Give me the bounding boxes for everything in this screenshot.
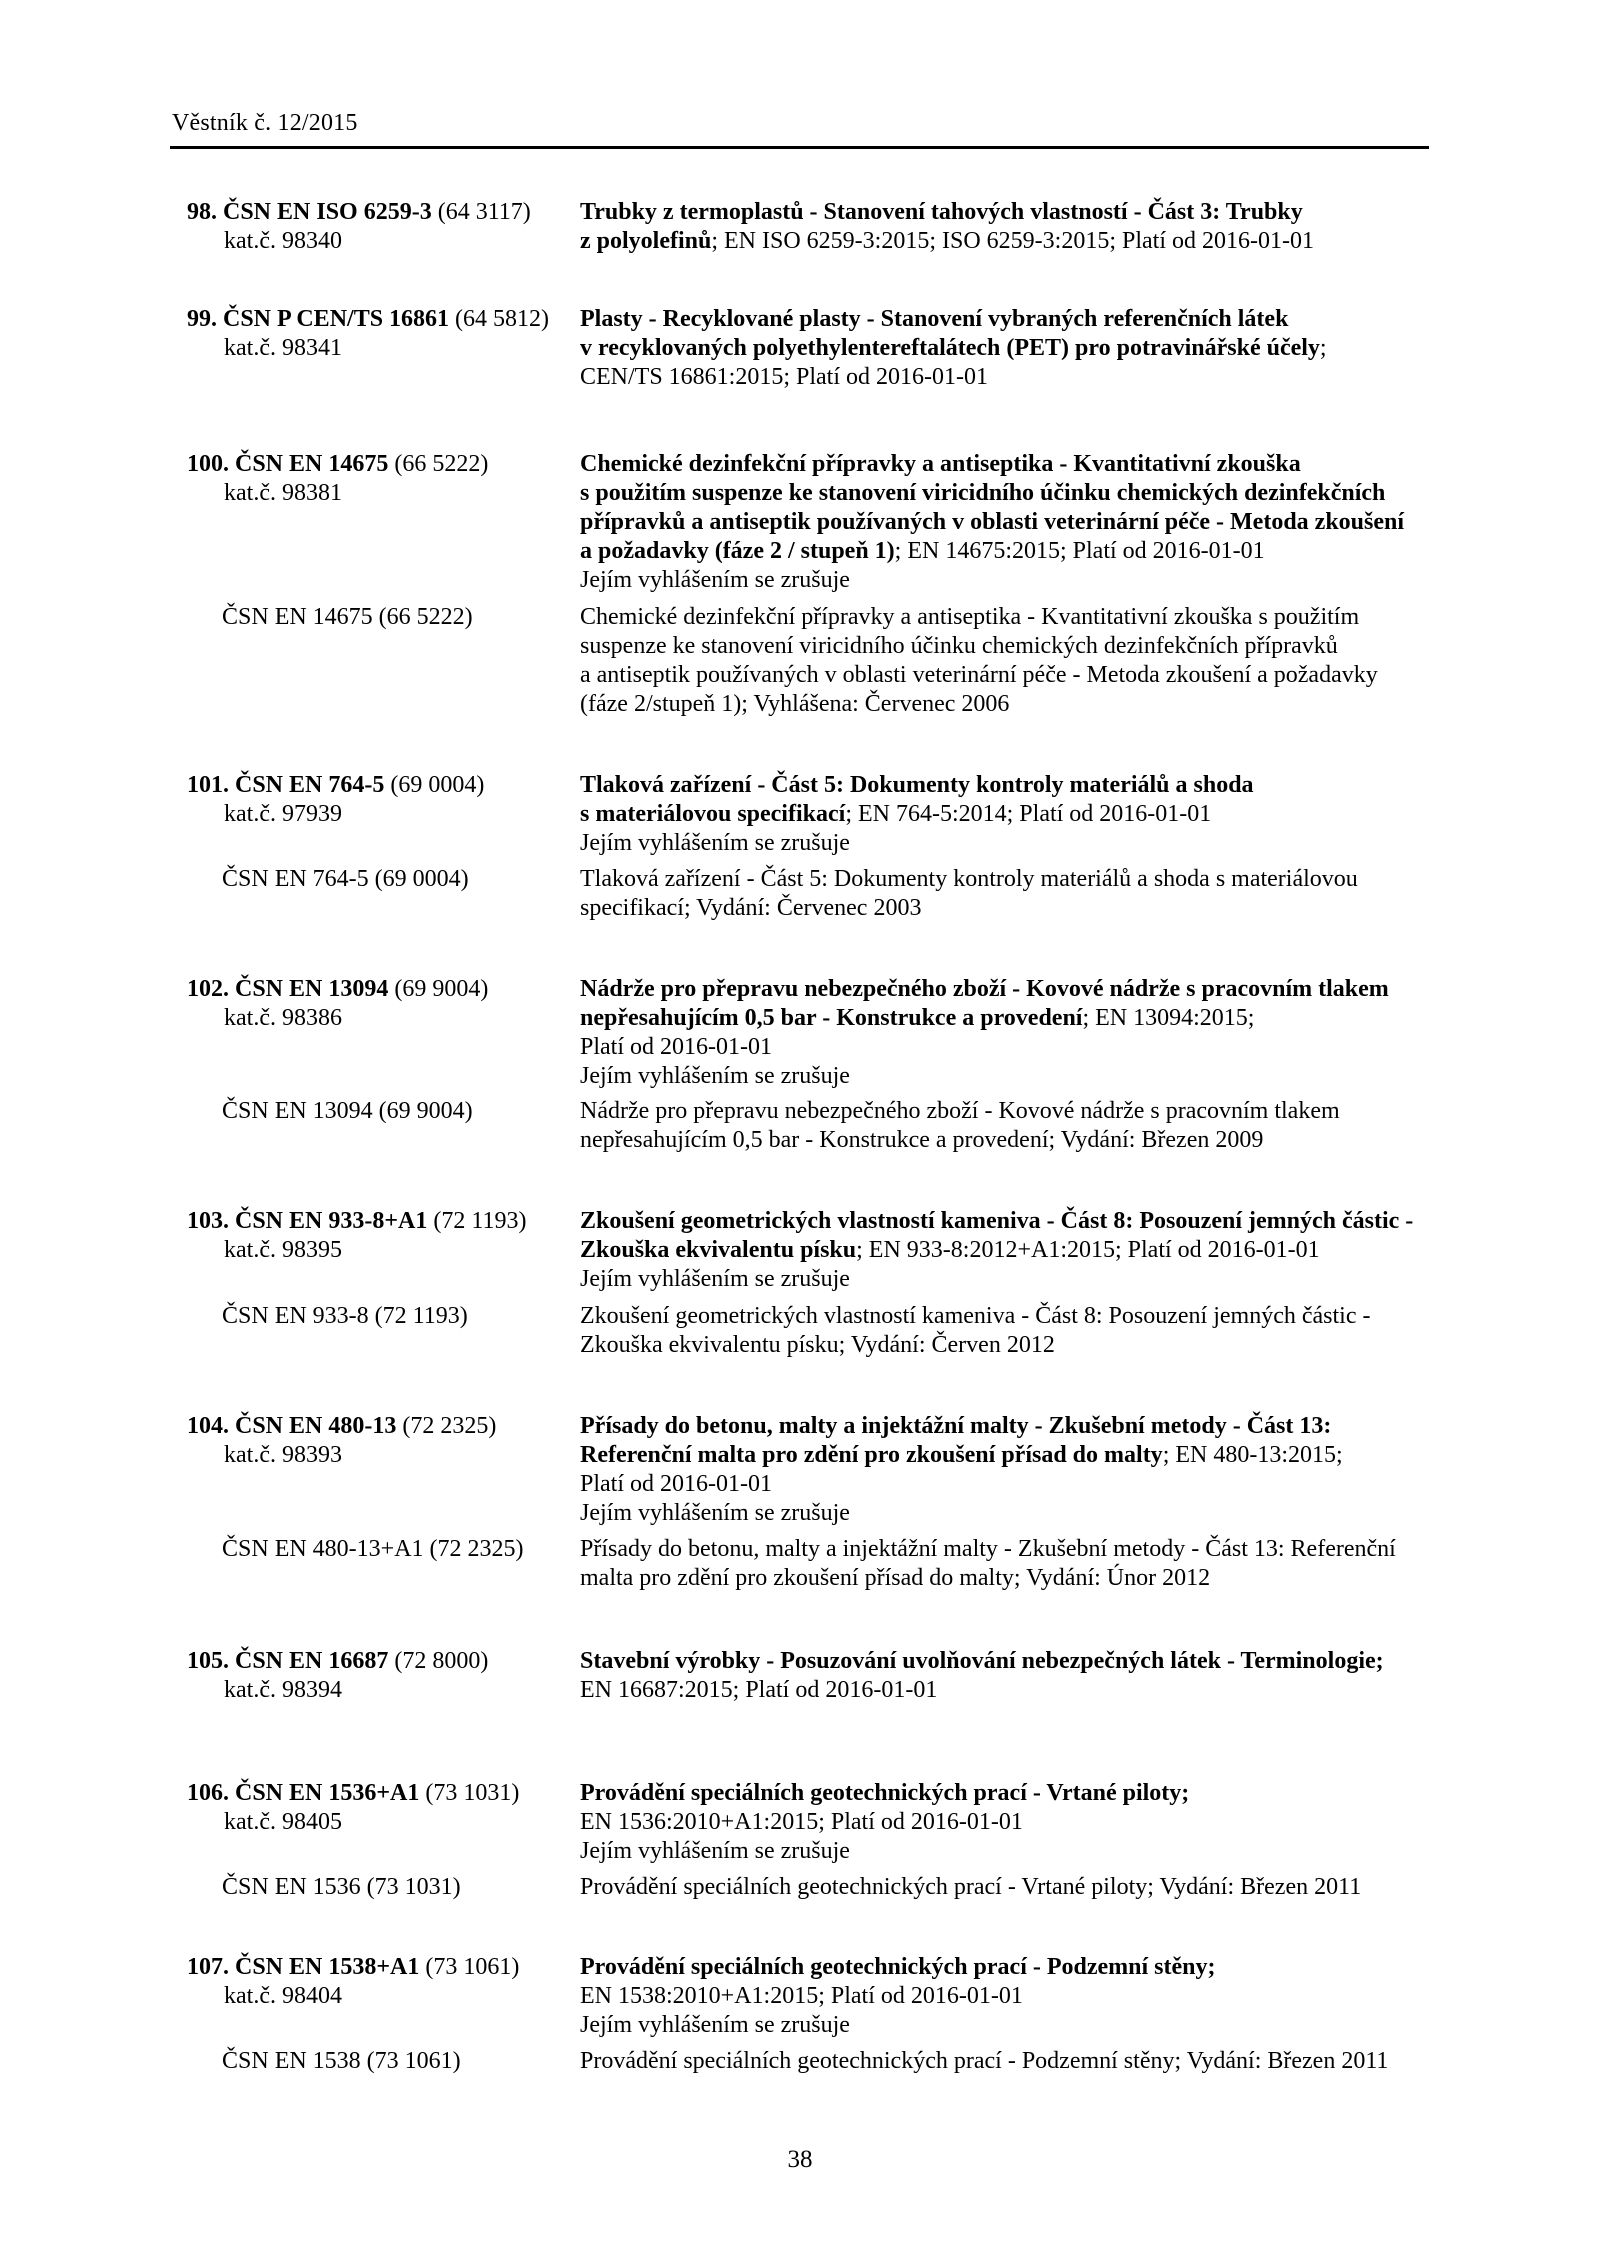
standard-entry-100 (187, 450, 1532, 595)
entry-text-line (580, 865, 1532, 894)
text-segment-bold: 105. ČSN EN 16687 (187, 1648, 395, 1674)
entry-left-column (187, 603, 580, 719)
standard-entry-104 (187, 1412, 1532, 1528)
text-segment: ; EN 933-8:2012+A1:2015; Platí od 2016-01-01 (856, 1237, 1320, 1263)
text-segment: (66 5222) (394, 451, 489, 477)
text-segment: ČSN EN 933-8 (72 1193) (222, 1303, 468, 1329)
entry-text-line (580, 566, 1532, 595)
catalog-number-line (187, 227, 580, 256)
entry-designation-line (187, 1412, 580, 1441)
text-segment: Platí od 2016-01-01 (580, 1034, 772, 1060)
entry-text-line (580, 771, 1532, 800)
entry-text-line (580, 1535, 1532, 1564)
text-segment: ; EN 480-13:2015; (1162, 1442, 1343, 1468)
entry-text-line (580, 1265, 1532, 1294)
text-segment: kat.č. 98340 (224, 228, 342, 254)
text-segment: Jejím vyhlášením se zrušuje (580, 1266, 850, 1292)
entry-designation-line (187, 771, 580, 800)
catalog-number-line (187, 1982, 580, 2011)
text-segment-bold: Trubky z termoplastů - Stanovení tahových vlastností - Část 3: Trubky (580, 199, 1303, 225)
entry-description-column (580, 1097, 1532, 1155)
bulletin-title: Věstník č. 12/2015 (172, 110, 358, 136)
entry-left-column (187, 198, 580, 256)
text-segment: Jejím vyhlášením se zrušuje (580, 1838, 850, 1864)
text-segment: ČSN EN 1536 (73 1031) (222, 1874, 461, 1900)
entry-left-column (187, 1953, 580, 2040)
entry-text-line (580, 1647, 1532, 1676)
text-segment-bold: 107. ČSN EN 1538+A1 (187, 1954, 426, 1980)
text-segment: ČSN EN 480-13+A1 (72 2325) (222, 1536, 524, 1562)
text-segment: kat.č. 98386 (224, 1005, 342, 1031)
catalog-number-line (187, 479, 580, 508)
entry-text-line (580, 1302, 1532, 1331)
text-segment: (69 9004) (394, 976, 489, 1002)
text-segment: (69 0004) (390, 772, 485, 798)
entry-text-line (580, 363, 1532, 392)
text-segment: malta pro zdění pro zkoušení přísad do malty; Vydání: Únor 2012 (580, 1565, 1211, 1591)
entry-left-column (187, 865, 580, 923)
entry-text-line (580, 1499, 1532, 1528)
standard-entry-101 (187, 771, 1532, 858)
text-segment: Jejím vyhlášením se zrušuje (580, 830, 850, 856)
entry-designation-line (187, 1207, 580, 1236)
entry-text-line (580, 632, 1532, 661)
text-segment: ; EN ISO 6259-3:2015; ISO 6259-3:2015; Platí od 2016-01-01 (711, 228, 1314, 254)
entry-left-column (187, 771, 580, 858)
text-segment-bold: Přísady do betonu, malty a injektážní malty - Zkušební metody - Část 13: (580, 1413, 1332, 1439)
text-segment-bold: Zkouška ekvivalentu písku (580, 1237, 857, 1263)
entry-text-line (580, 1982, 1532, 2011)
entry-description-column (580, 1647, 1532, 1705)
text-segment-bold: Stavební výrobky - Posuzování uvolňování nebezpečných látek - Terminologie; (580, 1648, 1384, 1674)
text-segment: (fáze 2/stupeň 1); Vyhlášena: Červenec 2006 (580, 691, 1010, 717)
text-segment: Zkouška ekvivalentu písku; Vydání: Červen 2012 (580, 1332, 1055, 1358)
text-segment-bold: a požadavky (fáze 2 / stupeň 1) (580, 538, 895, 564)
entry-description-column (580, 603, 1532, 719)
entry-left-column (187, 1302, 580, 1360)
text-segment: kat.č. 98395 (224, 1237, 342, 1263)
entry-description-column (580, 450, 1532, 595)
entry-left-column (187, 2047, 580, 2076)
text-segment-bold: s použitím suspenze ke stanovení viricidního účinku chemických dezinfekčních (580, 480, 1386, 506)
entry-text-line (580, 603, 1532, 632)
entry-text-line (580, 690, 1532, 719)
text-segment-bold: 98. ČSN EN ISO 6259-3 (187, 199, 438, 225)
entry-designation-line (187, 1953, 580, 1982)
entry-text-line (580, 1837, 1532, 1866)
text-segment: ČSN EN 13094 (69 9004) (222, 1098, 473, 1124)
entry-text-line (580, 1808, 1532, 1837)
text-segment-bold: 102. ČSN EN 13094 (187, 976, 395, 1002)
text-segment: Zkoušení geometrických vlastností kameniva - Část 8: Posouzení jemných částic - (580, 1303, 1371, 1329)
catalog-number-line (187, 1004, 580, 1033)
entry-designation-line (187, 975, 580, 1004)
text-segment: ; EN 14675:2015; Platí od 2016-01-01 (894, 538, 1265, 564)
catalog-number-line (187, 1676, 580, 1705)
text-segment: (73 1031) (425, 1780, 520, 1806)
entry-text-line (580, 1062, 1532, 1091)
entry-text-line (580, 508, 1532, 537)
entry-designation-line (187, 1535, 580, 1564)
text-segment-bold: Nádrže pro přepravu nebezpečného zboží - Kovové nádrže s pracovním tlakem (580, 976, 1389, 1002)
text-segment: CEN/TS 16861:2015; Platí od 2016-01-01 (580, 364, 988, 390)
entry-text-line (580, 1676, 1532, 1705)
entry-designation-line (187, 1779, 580, 1808)
entry-text-line (580, 894, 1532, 923)
entry-left-column (187, 305, 580, 392)
entry-text-line (580, 1470, 1532, 1499)
entry-text-line (580, 305, 1532, 334)
entry-text-line (580, 1207, 1532, 1236)
text-segment-bold: 99. ČSN P CEN/TS 16861 (187, 306, 456, 332)
entry-description-column (580, 1873, 1532, 1902)
entry-text-line (580, 1953, 1532, 1982)
text-segment: a antiseptik používaných v oblasti veterinární péče - Metoda zkoušení a požadavky (580, 662, 1378, 688)
entry-designation-line (187, 865, 580, 894)
standard-entry-103-replaced (187, 1302, 1532, 1360)
standard-entry-99 (187, 305, 1532, 392)
text-segment: (72 8000) (394, 1648, 489, 1674)
text-segment: kat.č. 98394 (224, 1677, 342, 1703)
text-segment: nepřesahujícím 0,5 bar - Konstrukce a provedení; Vydání: Březen 2009 (580, 1127, 1264, 1153)
text-segment-bold: 106. ČSN EN 1536+A1 (187, 1780, 426, 1806)
entry-text-line (580, 829, 1532, 858)
standard-entry-102 (187, 975, 1532, 1091)
entry-left-column (187, 1207, 580, 1294)
text-segment-bold: přípravků a antiseptik používaných v oblasti veterinární péče - Metoda zkoušení (580, 509, 1405, 535)
text-segment: (72 2325) (402, 1413, 497, 1439)
text-segment: kat.č. 98404 (224, 1983, 342, 2009)
entry-text-line (580, 1873, 1532, 1902)
entry-text-line (580, 1564, 1532, 1593)
entry-text-line (580, 1126, 1532, 1155)
entry-text-line (580, 479, 1532, 508)
text-segment: kat.č. 97939 (224, 801, 342, 827)
text-segment-bold: Plasty - Recyklované plasty - Stanovení vybraných referenčních látek (580, 306, 1289, 332)
text-segment: (64 5812) (455, 306, 550, 332)
entry-left-column (187, 1647, 580, 1705)
text-segment: kat.č. 98393 (224, 1442, 342, 1468)
entry-designation-line (187, 1097, 580, 1126)
text-segment-bold: Chemické dezinfekční přípravky a antiseptika - Kvantitativní zkouška (580, 451, 1301, 477)
entry-text-line (580, 537, 1532, 566)
text-segment: suspenze ke stanovení viricidního účinku chemických dezinfekčních přípravků (580, 633, 1338, 659)
text-segment: specifikací; Vydání: Červenec 2003 (580, 895, 922, 921)
text-segment: (73 1061) (425, 1954, 520, 1980)
text-segment: Jejím vyhlášením se zrušuje (580, 2012, 850, 2038)
entry-description-column (580, 1302, 1532, 1360)
entry-description-column (580, 1953, 1532, 2040)
catalog-number-line (187, 1441, 580, 1470)
standard-entry-107 (187, 1953, 1532, 2040)
standard-entry-98 (187, 198, 1532, 256)
text-segment-bold: s materiálovou specifikací (580, 801, 846, 827)
header-rule-divider (170, 146, 1429, 149)
standard-entry-103 (187, 1207, 1532, 1294)
entry-text-line (580, 1236, 1532, 1265)
text-segment: ; EN 13094:2015; (1082, 1005, 1255, 1031)
text-segment-bold: nepřesahujícím 0,5 bar - Konstrukce a provedení (580, 1005, 1083, 1031)
text-segment: kat.č. 98405 (224, 1809, 342, 1835)
text-segment: Platí od 2016-01-01 (580, 1471, 772, 1497)
text-segment: EN 1536:2010+A1:2015; Platí od 2016-01-01 (580, 1809, 1023, 1835)
standard-entry-101-replaced (187, 865, 1532, 923)
catalog-number-line (187, 1236, 580, 1265)
text-segment-bold: Provádění speciálních geotechnických prací - Podzemní stěny; (580, 1954, 1216, 1980)
text-segment: ; (1319, 335, 1327, 361)
entry-left-column (187, 1412, 580, 1528)
text-segment: kat.č. 98341 (224, 335, 342, 361)
standard-entry-107-replaced (187, 2047, 1532, 2076)
entry-text-line (580, 2011, 1532, 2040)
entry-designation-line (187, 1302, 580, 1331)
text-segment: Provádění speciálních geotechnických prací - Podzemní stěny; Vydání: Březen 2011 (580, 2048, 1389, 2074)
standard-entry-104-replaced (187, 1535, 1532, 1593)
text-segment: Chemické dezinfekční přípravky a antiseptika - Kvantitativní zkouška s použitím (580, 604, 1360, 630)
standards-list (187, 198, 1532, 2076)
catalog-number-line (187, 1808, 580, 1837)
entry-left-column (187, 1873, 580, 1902)
entry-text-line (580, 2047, 1532, 2076)
entry-description-column (580, 1779, 1532, 1866)
text-segment: EN 16687:2015; Platí od 2016-01-01 (580, 1677, 938, 1703)
entry-left-column (187, 975, 580, 1091)
entry-description-column (580, 305, 1532, 392)
text-segment-bold: v recyklovaných polyethylentereftalátech (PET) pro potravinářské účely (580, 335, 1320, 361)
page-number: 38 (787, 2146, 813, 2173)
entry-text-line (580, 661, 1532, 690)
entry-text-line (580, 334, 1532, 363)
entry-text-line (580, 227, 1532, 256)
catalog-number-line (187, 334, 580, 363)
text-segment-bold: Tlaková zařízení - Část 5: Dokumenty kontroly materiálů a shoda (580, 772, 1254, 798)
standard-entry-106 (187, 1779, 1532, 1866)
text-segment: EN 1538:2010+A1:2015; Platí od 2016-01-01 (580, 1983, 1023, 2009)
entry-description-column (580, 771, 1532, 858)
entry-description-column (580, 1207, 1532, 1294)
text-segment: Provádění speciálních geotechnických prací - Vrtané piloty; Vydání: Březen 2011 (580, 1874, 1362, 1900)
entry-text-line (580, 1412, 1532, 1441)
entry-description-column (580, 1535, 1532, 1593)
entry-designation-line (187, 305, 580, 334)
standard-entry-102-replaced (187, 1097, 1532, 1155)
text-segment: Jejím vyhlášením se zrušuje (580, 1500, 850, 1526)
text-segment-bold: 101. ČSN EN 764-5 (187, 772, 391, 798)
catalog-number-line (187, 800, 580, 829)
entry-text-line (580, 198, 1532, 227)
entry-description-column (580, 198, 1532, 256)
text-segment: Jejím vyhlášením se zrušuje (580, 567, 850, 593)
text-segment-bold: 103. ČSN EN 933-8+A1 (187, 1208, 434, 1234)
entry-text-line (580, 1331, 1532, 1360)
standard-entry-106-replaced (187, 1873, 1532, 1902)
text-segment: (64 3117) (437, 199, 531, 225)
standard-entry-105 (187, 1647, 1532, 1705)
entry-text-line (580, 1097, 1532, 1126)
entry-designation-line (187, 2047, 580, 2076)
text-segment: ČSN EN 1538 (73 1061) (222, 2048, 461, 2074)
text-segment: Jejím vyhlášením se zrušuje (580, 1063, 850, 1089)
entry-text-line (580, 800, 1532, 829)
entry-text-line (580, 1441, 1532, 1470)
entry-designation-line (187, 1647, 580, 1676)
text-segment-bold: Provádění speciálních geotechnických prací - Vrtané piloty; (580, 1780, 1190, 1806)
entry-description-column (580, 2047, 1532, 2076)
text-segment: Nádrže pro přepravu nebezpečného zboží - Kovové nádrže s pracovním tlakem (580, 1098, 1340, 1124)
entry-designation-line (187, 198, 580, 227)
entry-left-column (187, 1097, 580, 1155)
text-segment: (72 1193) (433, 1208, 527, 1234)
text-segment: ČSN EN 14675 (66 5222) (222, 604, 473, 630)
standard-entry-100-replaced (187, 603, 1532, 719)
entry-left-column (187, 1535, 580, 1593)
text-segment: Tlaková zařízení - Část 5: Dokumenty kontroly materiálů a shoda s materiálovou (580, 866, 1358, 892)
text-segment-bold: 104. ČSN EN 480-13 (187, 1413, 403, 1439)
entry-text-line (580, 1004, 1532, 1033)
entry-text-line (580, 450, 1532, 479)
entry-description-column (580, 1412, 1532, 1528)
entry-left-column (187, 450, 580, 595)
text-segment: Přísady do betonu, malty a injektážní malty - Zkušební metody - Část 13: Referenční (580, 1536, 1396, 1562)
text-segment: ; EN 764-5:2014; Platí od 2016-01-01 (845, 801, 1212, 827)
entry-designation-line (187, 1873, 580, 1902)
text-segment-bold: Referenční malta pro zdění pro zkoušení přísad do malty (580, 1442, 1163, 1468)
text-segment-bold: z polyolefinů (580, 228, 712, 254)
text-segment: ČSN EN 764-5 (69 0004) (222, 866, 469, 892)
entry-designation-line (187, 603, 580, 632)
entry-text-line (580, 1033, 1532, 1062)
entry-text-line (580, 975, 1532, 1004)
text-segment-bold: 100. ČSN EN 14675 (187, 451, 395, 477)
entry-text-line (580, 1779, 1532, 1808)
entry-description-column (580, 865, 1532, 923)
entry-designation-line (187, 450, 580, 479)
entry-description-column (580, 975, 1532, 1091)
text-segment: kat.č. 98381 (224, 480, 342, 506)
entry-left-column (187, 1779, 580, 1866)
text-segment-bold: Zkoušení geometrických vlastností kameniva - Část 8: Posouzení jemných částic - (580, 1208, 1414, 1234)
